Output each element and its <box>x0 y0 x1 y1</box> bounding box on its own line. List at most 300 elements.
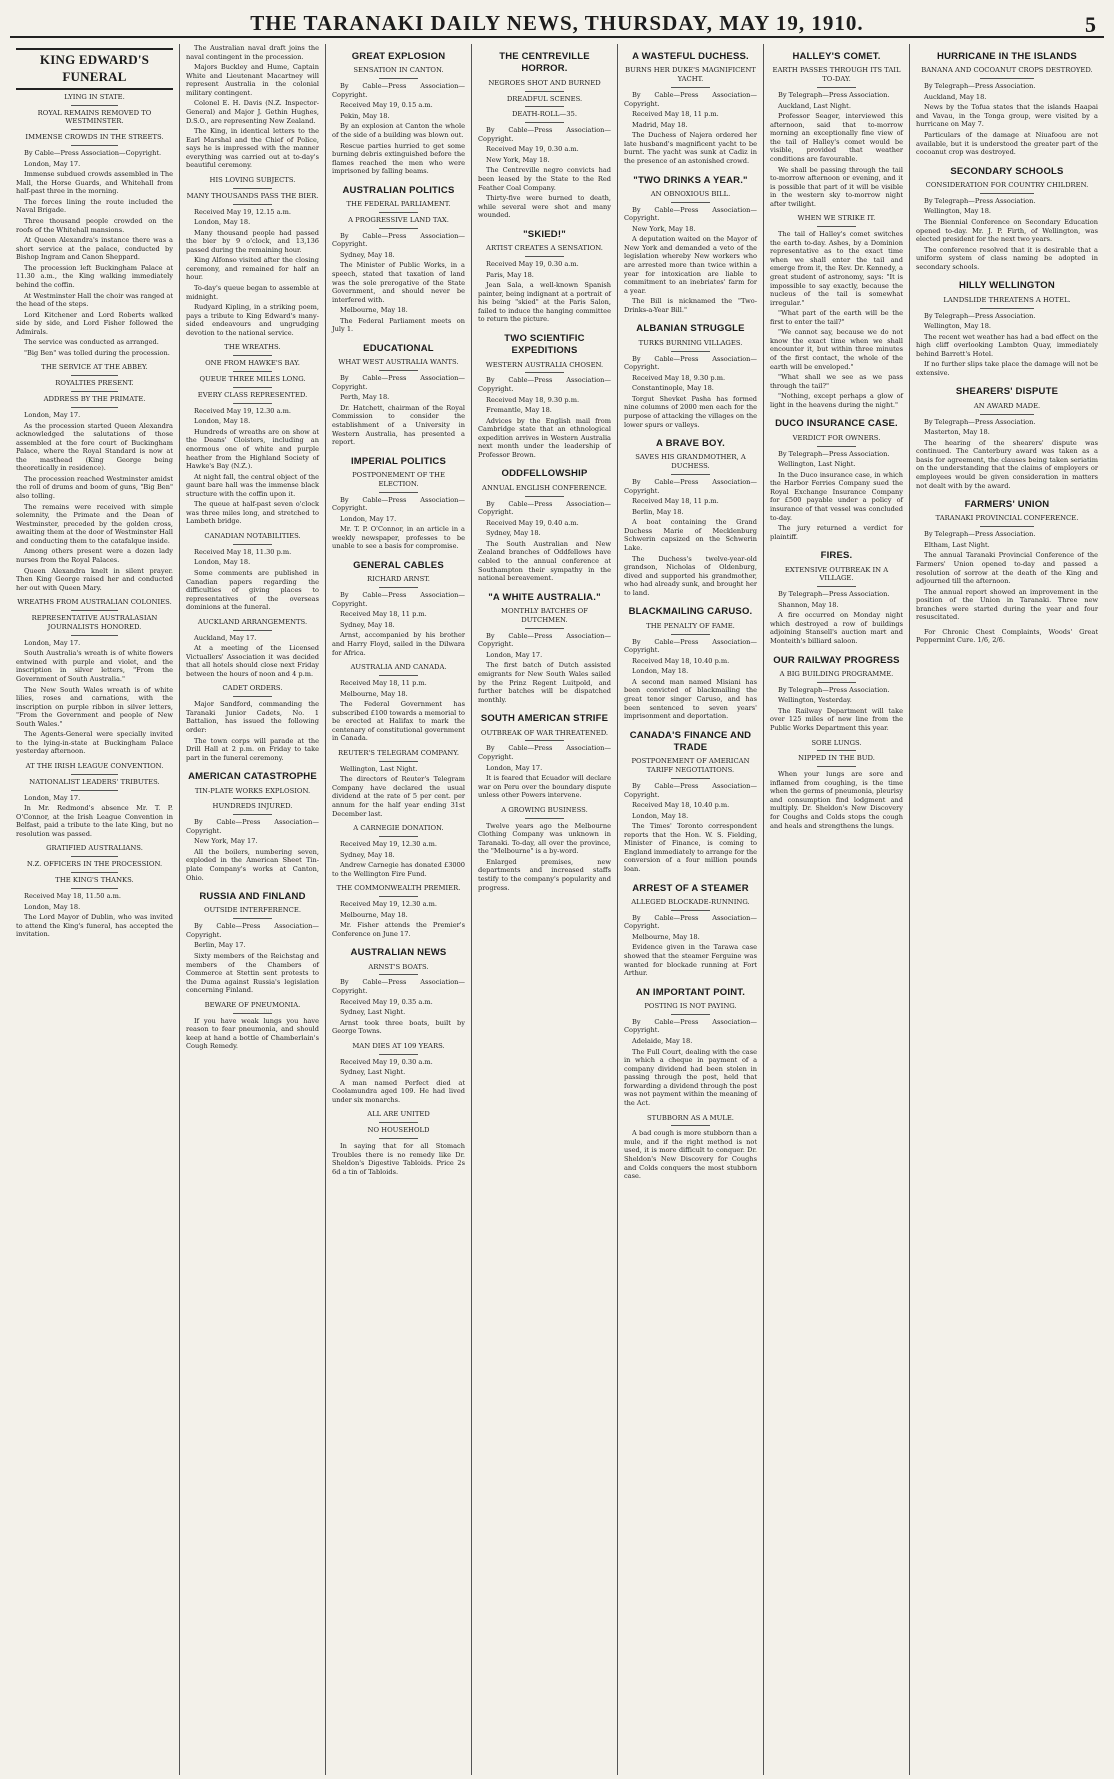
article-subheading: QUEUE THREE MILES LONG. <box>186 375 319 388</box>
article-subheading: STUBBORN AS A MULE. <box>624 1114 757 1127</box>
article-subheading: HIS LOVING SUBJECTS. <box>186 176 319 189</box>
article-paragraph: Mr. T. P. O'Connor, in an article in a weekly newspaper, professes to be unable to see a basis for compromise. <box>332 525 465 551</box>
article-subheading: POSTING IS NOT PAYING. <box>624 1002 757 1015</box>
article-paragraph: The recent wet weather has had a bad effect on the high cliff overlooking Lambton Quay, immediately behind Barrett's Hotel. <box>916 332 1098 358</box>
article <box>624 727 757 874</box>
article-subheading: NATIONALIST LEADERS' TRIBUTES. <box>16 778 173 791</box>
article-subheading: ALLEGED BLOCKADE-RUNNING. <box>624 898 757 911</box>
article-paragraph: London, May 18. <box>24 902 81 911</box>
article-paragraph: At Queen Alexandra's instance there was a short service at the palace, conducted by Bishop Ingram and Canon Sheppard. <box>16 236 173 262</box>
article-headline: GREAT EXPLOSION <box>351 51 446 62</box>
article-paragraph: By Cable—Press Association—Copyright. <box>332 374 465 391</box>
page-number: 5 <box>1085 12 1096 37</box>
article <box>16 598 173 756</box>
article-subheading: A BIG BUILDING PROGRAMME. <box>770 670 903 683</box>
article-paragraph: By Cable—Press Association—Copyright. <box>624 478 757 495</box>
article-paragraph: Paris, May 18. <box>486 270 534 279</box>
article-subheading: ARTIST CREATES A SENSATION. <box>478 244 611 257</box>
article-subheading: ROYAL REMAINS REMOVED TO WESTMINSTER. <box>16 109 173 131</box>
article-paragraph: Sydney, May 18. <box>486 529 541 538</box>
article-paragraph: Sydney, Last Night. <box>340 1008 406 1017</box>
article <box>186 532 319 612</box>
article <box>186 768 319 882</box>
article-headline: FIRES. <box>820 550 853 562</box>
article-paragraph: The Agents-General were specially invited to the lying-in-state at Buckingham Palace yesterday afternoon. <box>16 730 173 756</box>
article-paragraph: Received May 18, 10.40 p.m. <box>632 656 730 665</box>
article-subheading: TARANAKI PROVINCIAL CONFERENCE. <box>916 514 1098 527</box>
article-paragraph: New York, May 18. <box>486 155 550 164</box>
article-subheading: ANNUAL ENGLISH CONFERENCE. <box>478 484 611 497</box>
article-subheading: EXTENSIVE OUTBREAK IN A VILLAGE. <box>770 566 903 588</box>
article-subheading: AT THE IRISH LEAGUE CONVENTION. <box>16 762 173 775</box>
article-headline: "A WHITE AUSTRALIA." <box>488 591 601 603</box>
column-5 <box>618 44 764 1775</box>
article-paragraph: Sixty members of the Reichstag and members of the Chambers of Commerce at Stettin sent protests to the Duma against Russia's legislation concerning Finland. <box>186 952 319 995</box>
article-paragraph: If no further slips take place the damage will not be extensive. <box>916 360 1098 377</box>
article-paragraph: Enlarged premises, new departments and increased staffs testify to the company's popularity and progress. <box>478 857 611 892</box>
article-subheading: NIPPED IN THE BUD. <box>770 754 903 767</box>
article-paragraph: A man named Perfect died at Coolamundra aged 109. He had lived under six monarchs. <box>332 1078 465 1104</box>
article-paragraph: Rescue parties hurried to get some burning debris extinguished before the flames reached the men who were imprisoned by falling beams. <box>332 141 465 176</box>
article-paragraph: Received May 18, 11 p.m. <box>340 610 427 619</box>
article-subheading: IMMENSE CROWDS IN THE STREETS. <box>16 133 173 146</box>
article-paragraph: The Times' Toronto correspondent reports that the Hon. W. S. Fielding, Minister of Finance, is coming to England immediately to arrange for the conversion of a four million pounds loan. <box>624 822 757 874</box>
article-paragraph: By Telegraph—Press Association. <box>924 417 1036 426</box>
article-headline: AUSTRALIAN POLITICS <box>342 184 455 196</box>
article-paragraph: The Australian naval draft joins the naval contingent in the procession. <box>186 44 319 61</box>
article-paragraph: Received May 19, 12.30 a.m. <box>340 900 437 909</box>
article-headline: HALLEY'S COMET. <box>792 51 881 62</box>
article <box>916 163 1098 272</box>
article-paragraph: By Cable—Press Association—Copyright. <box>186 818 319 835</box>
article-headline: HILLY WELLINGTON <box>959 280 1055 292</box>
article-paragraph: The Biennial Conference on Secondary Education opened to-day. Mr. J. P. Firth, of Wellington, was elected president for the next two years. <box>916 217 1098 244</box>
column-6 <box>764 44 910 1775</box>
article-paragraph: New York, May 18. <box>632 224 696 233</box>
article-subheading: VERDICT FOR OWNERS. <box>770 434 903 447</box>
article-subheading: TIN-PLATE WORKS EXPLOSION. <box>186 787 319 800</box>
article-headline: AUSTRALIAN NEWS <box>350 947 447 959</box>
article-paragraph: The annual Taranaki Provincial Conference of the Farmers' Union opened to-day and passed a resolution of sorrow at the death of the King and adjourned till the afternoon. <box>916 551 1098 586</box>
article-paragraph: London, May 18. <box>632 811 689 820</box>
article <box>478 710 611 800</box>
article-paragraph: By Cable—Press Association—Copyright. <box>332 82 465 99</box>
article-paragraph: The annual report showed an improvement in the position of the Union in Taranaki. Three new branches were started during the year and four resuscitated. <box>916 587 1098 622</box>
article <box>16 844 173 938</box>
article-headline: CANADA'S FINANCE AND TRADE <box>629 729 752 753</box>
article <box>624 320 757 429</box>
article <box>332 884 465 938</box>
article-paragraph: At Westminster Hall the choir was ranged at the head of the steps. <box>16 291 173 309</box>
article <box>770 739 903 831</box>
article <box>478 806 611 892</box>
article-subheading: THE COMMONWEALTH PREMIER. <box>332 884 465 897</box>
article-subheading: NEGROES SHOT AND BURNED <box>478 79 611 92</box>
article-subheading: WHEN WE STRIKE IT. <box>770 214 903 227</box>
article-paragraph: Some comments are published in Canadian papers regarding the difficulties of giving places to representatives of the overseas dominions at the funeral. <box>186 568 319 612</box>
article-paragraph: Received May 19, 0.30 a.m. <box>486 145 579 154</box>
article-subheading: POSTPONEMENT OF THE ELECTION. <box>332 471 465 493</box>
article-paragraph: To-day's queue began to assemble at midnight. <box>186 284 319 301</box>
article-paragraph: By Cable—Press Association—Copyright. <box>332 495 465 513</box>
article <box>916 628 1098 645</box>
article <box>624 880 757 978</box>
article-paragraph: Received May 18, 11.30 p.m. <box>194 547 292 556</box>
article <box>478 226 611 324</box>
article-paragraph: New York, May 17. <box>194 837 258 846</box>
article-subheading: EARTH PASSES THROUGH ITS TAIL TO-DAY. <box>770 66 903 88</box>
article <box>332 944 465 1036</box>
article-paragraph: London, May 18. <box>194 558 251 567</box>
article <box>624 48 757 166</box>
article-paragraph: By Telegraph—Press Association. <box>778 449 890 458</box>
article-headline: KING EDWARD'S FUNERAL <box>16 48 173 90</box>
column-2 <box>180 44 326 1775</box>
article <box>770 48 903 208</box>
article <box>332 749 465 818</box>
article-subheading: NO HOUSEHOLD <box>332 1126 465 1139</box>
article-subheading: CANADIAN NOTABILITIES. <box>186 532 319 545</box>
article-subheading: THE WREATHS. <box>186 343 319 356</box>
article-paragraph: By Cable—Press Association—Copyright. <box>332 591 465 608</box>
article-subheading: BANANA AND COCOANUT CROPS DESTROYED. <box>916 66 1098 79</box>
article-paragraph: By Telegraph—Press Association. <box>778 685 890 694</box>
article-subheading: REPRESENTATIVE AUSTRALASIAN JOURNALISTS HONORED. <box>16 614 173 636</box>
article-paragraph: The Bill is nicknamed the "Two-Drinks-a-Year Bill." <box>624 297 757 314</box>
article-paragraph: Queen Alexandra knelt in silent prayer. Then King George raised her and conducted her out with Queen Mary. <box>16 566 173 592</box>
article-paragraph: The conference resolved that it is desirable that a uniform system of class naming be adopted in secondary schools. <box>916 245 1098 271</box>
article-paragraph: By Cable—Press Association—Copyright. <box>478 499 611 517</box>
article-paragraph: Particulars of the damage at Niuafoou are not available, but it is understood the greater part of the cocoanut crop was destroyed. <box>916 130 1098 157</box>
article-paragraph: Received May 18, 10.40 p.m. <box>632 801 730 810</box>
article-paragraph: Advices by the English mail from Cambridge state that an ethnological expedition arrives in Western Australia next month under the leadership of Professor Brown. <box>478 416 611 459</box>
article-subheading: OUTBREAK OF WAR THREATENED. <box>478 729 611 742</box>
article-paragraph: Three thousand people crowded on the roofs of the Whitehall mansions. <box>16 217 173 234</box>
article-paragraph: It is feared that Ecuador will declare war on Peru over the boundary dispute unless other Powers intervene. <box>478 774 611 800</box>
article-subheading: DREADFUL SCENES. <box>478 95 611 108</box>
article-subheading: A CARNEGIE DONATION. <box>332 824 465 837</box>
article-paragraph: "We cannot say, because we do not know the exact time when we shall encounter it, but within three minutes of the first contact, the whole of the earth will be enveloped." <box>770 328 903 371</box>
article-paragraph: By Telegraph—Press Association. <box>924 196 1036 205</box>
article <box>186 888 319 995</box>
article-paragraph: As the procession started Queen Alexandra acknowledged the salutations of those assembled at the fore court of Buckingham Palace, where the Royal Standard is now at the masthead (King George being theoretically in residence). <box>16 421 173 473</box>
article <box>624 984 757 1108</box>
article <box>770 652 903 733</box>
article-paragraph: The Minister of Public Works, in a speech, stated that taxation of land was the sole prerogative of the State Government, and should never be interfered with. <box>332 261 465 304</box>
article-subheading: CONSIDERATION FOR COUNTRY CHILDREN. <box>916 181 1098 194</box>
column-1 <box>10 44 180 1775</box>
article-subheading: WREATHS FROM AUSTRALIAN COLONIES. <box>16 598 173 611</box>
article-headline: SHEARERS' DISPUTE <box>955 386 1059 398</box>
article-paragraph: For Chronic Chest Complaints, Woods' Great Peppermint Cure. 1/6, 2/6. <box>916 627 1098 645</box>
article <box>478 589 611 705</box>
article-paragraph: By Cable—Press Association—Copyright. <box>478 126 611 143</box>
article-paragraph: London, May 18. <box>194 218 251 227</box>
article-paragraph: Masterton, May 18. <box>924 428 990 437</box>
article-headline: THE CENTREVILLE HORROR. <box>499 51 590 75</box>
article-paragraph: In the Duco insurance case, in which the Harbor Ferries Company sued the Royal Exchange Insurance Company for £500 payable under a policy of insurance of that vessel was concluded to-day. <box>770 470 903 522</box>
article <box>186 1001 319 1051</box>
article-paragraph: The South Australian and New Zealand branches of Oddfellows have cabled to the annual conference at Southampton their sympathy in the national bereavement. <box>478 539 611 583</box>
article-paragraph: The Federal Parliament meets on July 1. <box>332 316 465 334</box>
article-paragraph: Received May 19, 0.35 a.m. <box>340 997 433 1006</box>
article-paragraph: The tail of Halley's comet switches the earth to-day. Ashes, by a Dominion representative as to the exact time when we shall enter the tail and emerge from it, the Rev. Dr. Kennedy, a great student of astronomy, says: "It is impossible to say exactly, because the nucleus of the tail is somewhat irregular." <box>770 230 903 307</box>
article-paragraph: Received May 18, 9.30 p.m. <box>486 395 580 404</box>
article-headline: A BRAVE BOY. <box>656 438 725 450</box>
article-subheading: SAVES HIS GRANDMOTHER, A DUCHESS. <box>624 453 757 475</box>
article <box>916 48 1098 157</box>
column-3 <box>326 44 472 1775</box>
article <box>16 48 173 357</box>
article-subheading: MAN DIES AT 109 YEARS. <box>332 1042 465 1055</box>
article-paragraph: Received May 19, 12.30 a.m. <box>194 406 291 415</box>
article-paragraph: The Federal Government has subscribed £100 towards a memorial to be erected at Halifax to mark the centenary of constitutional government in Canada. <box>332 700 465 743</box>
article <box>624 435 757 597</box>
article-subheading: CADET ORDERS. <box>186 684 319 697</box>
article-paragraph: Wellington, Last Night. <box>340 764 418 773</box>
article-paragraph: News by the Tofua states that the islands Haapai and Vavau, in the Tonga group, were visited by a hurricane on May 7. <box>916 103 1098 129</box>
article-paragraph: Arnst took three boats, built by George Towns. <box>332 1018 465 1036</box>
article-subheading: MONTHLY BATCHES OF DUTCHMEN. <box>478 607 611 629</box>
article-subheading: A GROWING BUSINESS. <box>478 806 611 819</box>
article-paragraph: The town corps will parade at the Drill Hall at 2 p.m. on Friday to take part in the funeral ceremony. <box>186 736 319 762</box>
article-subheading: SORE LUNGS. <box>770 739 903 752</box>
article-paragraph: London, May 17. <box>486 650 543 659</box>
article <box>186 343 319 526</box>
article-headline: OUR RAILWAY PROGRESS <box>773 654 900 666</box>
article-headline: ALBANIAN STRUGGLE <box>636 323 745 335</box>
article-subheading: A PROGRESSIVE LAND TAX. <box>332 216 465 229</box>
article-paragraph: At night fall, the central object of the gaunt bare hall was the immense black structure with the coffin upon it. <box>186 472 319 498</box>
article-headline: TWO SCIENTIFIC EXPEDITIONS <box>504 332 585 357</box>
article-subheading: REUTER'S TELEGRAM COMPANY. <box>332 749 465 762</box>
article-subheading: ARNST'S BOATS. <box>332 963 465 976</box>
article-paragraph: A boat containing the Grand Duchess Marie of Mecklenburg Schwerin capsized on the Schwerin Lake. <box>624 518 757 553</box>
article-paragraph: Received May 19, 12.30 a.m. <box>340 839 437 848</box>
article-paragraph: Colonel E. H. Davis (N.Z. Inspector-General) and Major J. Gethin Hughes, D.S.O., are representing New Zealand. <box>186 99 319 125</box>
article-subheading: BURNS HER DUKE'S MAGNIFICENT YACHT. <box>624 66 757 88</box>
article-paragraph: London, May 18. <box>194 417 251 426</box>
article-paragraph: Received May 18, 11 p.m. <box>632 110 719 119</box>
article-subheading: SENSATION IN CANTON. <box>332 66 465 79</box>
article-paragraph: In saying that for all Stomach Troubles there is no remedy like Dr. Sheldon's Digestive Tabloids. Price 2s 6d a tin of Tabloids. <box>332 1142 465 1176</box>
article <box>332 453 465 551</box>
article-subheading: ROYALTIES PRESENT. <box>16 379 173 392</box>
article-paragraph: Sydney, May 18. <box>340 850 395 859</box>
article-paragraph: Shannon, May 18. <box>778 600 839 609</box>
article-paragraph: Melbourne, May 18. <box>340 910 408 919</box>
article-headline: ARREST OF A STEAMER <box>632 882 749 894</box>
article-headline: FARMERS' UNION <box>964 499 1050 511</box>
article-subheading: ONE FROM HAWKE'S BAY. <box>186 359 319 372</box>
article-paragraph: King Alfonso visited after the closing ceremony, and remained for half an hour. <box>186 256 319 282</box>
article-subheading: THE SERVICE AT THE ABBEY. <box>16 363 173 376</box>
masthead <box>10 10 1104 38</box>
article-paragraph: Received May 19, 0.30 a.m. <box>340 1057 433 1066</box>
article-paragraph: Thirty-five were burned to death, while several were shot and many wounded. <box>478 194 611 220</box>
article-paragraph: South Australia's wreath is of white flowers entwined with purple and violet, and the inscription in silver letters, "From the Government of South Australia." <box>16 649 173 683</box>
article-paragraph: Berlin, May 17. <box>194 941 246 950</box>
article-subheading: RICHARD ARNST. <box>332 575 465 588</box>
article-paragraph: "Big Ben" was tolled during the procession. <box>24 348 170 357</box>
article-paragraph: Received May 19, 0.15 a.m. <box>340 101 433 110</box>
article-paragraph: Major Sandford, commanding the Taranaki Junior Cadets, No. 1 Battalion, has issued the following order: <box>186 700 319 734</box>
article-paragraph: "What shall we see as we pass through the tail?" <box>770 373 903 390</box>
article-headline: AN IMPORTANT POINT. <box>635 986 746 998</box>
article-paragraph: London, May 17. <box>24 638 81 647</box>
article-subheading: POSTPONEMENT OF AMERICAN TARIFF NEGOTIATIONS. <box>624 757 757 779</box>
article-paragraph: Auckland, Last Night. <box>778 101 851 110</box>
article-subheading: N.Z. OFFICERS IN THE PROCESSION. <box>16 860 173 873</box>
article-paragraph: Wellington, May 18. <box>924 322 991 331</box>
article-headline: SECONDARY SCHOOLS <box>950 165 1064 177</box>
article-headline: SOUTH AMERICAN STRIFE <box>480 713 609 725</box>
article-paragraph: "Nothing, except perhaps a glow of light in the heavens during the night." <box>770 392 903 409</box>
article-paragraph: Sydney, May 18. <box>340 620 395 629</box>
article-paragraph: The Duchess's twelve-year-old grandson, Nicholas of Oldenburg, dived and supported his grandmother, who had already sunk, and brought her to land. <box>624 554 757 597</box>
article <box>916 383 1098 490</box>
article-subheading: THE PENALTY OF FAME. <box>624 622 757 635</box>
article <box>624 1114 757 1181</box>
article-headline: EDUCATIONAL <box>363 342 434 354</box>
article-headline: HURRICANE IN THE ISLANDS <box>937 51 1077 62</box>
article <box>770 547 903 645</box>
article-paragraph: By Cable—Press Association—Copyright. <box>186 922 319 939</box>
article-paragraph: A second man named Misiani has been convicted of blackmailing the great tenor singer Caruso, and has been sentenced to seven years' imprisonment and deportation. <box>624 677 757 721</box>
article <box>16 363 173 592</box>
article-paragraph: "What part of the earth will be the first to enter the tail?" <box>770 309 903 326</box>
columns <box>10 44 1104 1775</box>
article-paragraph: By Cable—Press Association—Copyright. <box>24 149 162 158</box>
article-paragraph: The procession reached Westminster amidst the roll of drums and boom of guns, "Big Ben" also tolling. <box>16 474 173 501</box>
article <box>332 824 465 878</box>
article-paragraph: Madrid, May 18. <box>632 120 688 129</box>
article <box>332 557 465 657</box>
article-paragraph: Auckland, May 17. <box>194 633 257 642</box>
article <box>478 330 611 460</box>
article <box>332 1042 465 1105</box>
article-paragraph: By Cable—Press Association—Copyright. <box>624 91 757 108</box>
article-headline: BLACKMAILING CARUSO. <box>628 606 753 618</box>
article-subheading: WHAT WEST AUSTRALIA WANTS. <box>332 358 465 371</box>
article-paragraph: By Cable—Press Association—Copyright. <box>624 781 757 799</box>
article-paragraph: By Cable—Press Association—Copyright. <box>478 376 611 393</box>
article-paragraph: In Mr. Redmond's absence Mr. T. P. O'Connor, at the Irish League Convention in Belfast, paid a tribute to the late King, but no resolution was passed. <box>16 804 173 838</box>
article-paragraph: The queue at half-past seven o'clock was three miles long, and stretched to Lambeth bridge. <box>186 500 319 526</box>
article-paragraph: Received May 18, 11 p.m. <box>340 678 427 687</box>
article-paragraph: Immense subdued crowds assembled in The Mall, the Horse Guards, and Whitehall from half-past three in the morning. <box>16 170 173 196</box>
article-paragraph: By Cable—Press Association—Copyright. <box>624 205 757 223</box>
article-subheading: BEWARE OF PNEUMONIA. <box>186 1001 319 1014</box>
article-subheading: AUCKLAND ARRANGEMENTS. <box>186 618 319 631</box>
article-paragraph: Pekin, May 18. <box>340 111 390 120</box>
article-paragraph: Dr. Hatchett, chairman of the Royal Commission to consider the establishment of a University in Western Australia, has presented a report. <box>332 403 465 447</box>
article-subheading: HUNDREDS INJURED. <box>186 802 319 815</box>
article-headline: AMERICAN CATASTROPHE <box>188 771 317 783</box>
article-paragraph: Melbourne, May 18. <box>340 689 408 698</box>
article <box>624 172 757 315</box>
article-headline: GENERAL CABLES <box>353 560 444 572</box>
article-paragraph: All the boilers, numbering seven, exploded in the American Sheet Tin-plate Company's works at Canton, Ohio. <box>186 847 319 882</box>
article <box>16 762 173 838</box>
article-paragraph: Melbourne, May 18. <box>340 306 408 315</box>
article-paragraph: A fire occurred on Monday night which destroyed a row of buildings adjoining Stansell's auction mart and Monteith's billiard saloon. <box>770 611 903 645</box>
article-subheading: LANDSLIDE THREATENS A HOTEL. <box>916 296 1098 309</box>
article-headline: IMPERIAL POLITICS <box>350 455 447 467</box>
article-headline: DUCO INSURANCE CASE. <box>775 418 898 430</box>
article <box>332 182 465 334</box>
article-paragraph: The hearing of the shearers' dispute was continued. The Canterbury award was taken as a basis for agreement, the clauses being taken seriatim on the understanding that the claims of employers or employees would be given consideration in matters not dealt with by the award. <box>916 438 1098 490</box>
article-paragraph: Twelve years ago the Melbourne Clothing Company was unknown in Taranaki. To-day, all over the province, the "Melbourne" is a by-word. <box>478 821 611 856</box>
article-paragraph: The service was conducted as arranged. <box>24 338 159 347</box>
column-7 <box>910 44 1104 1775</box>
article-paragraph: Berlin, May 18. <box>632 507 684 516</box>
article-paragraph: By Cable—Press Association—Copyright. <box>624 637 757 655</box>
article-paragraph: Arnst, accompanied by his brother and Harry Floyd, sailed in the Dilwara for Africa. <box>332 631 465 657</box>
article-paragraph: The remains were received with simple solemnity, the Primate and the Dean of Westminster, preceded by the golden cross, awaiting them at the door of Westminster Hall and conducting them to the catafalque inside. <box>16 502 173 545</box>
article-paragraph: Professor Seager, interviewed this afternoon, said that to-morrow morning an exceptionally fine view of the tail of Halley's comet would be visible, provided that weather conditions are favourable. <box>770 112 903 163</box>
article-headline: "SKIED!" <box>523 228 566 240</box>
article-paragraph: London, May 17. <box>24 793 81 802</box>
article-paragraph: The King, in identical letters to the Earl Marshal and the Chief of Police, says he is impressed with the manner everything was carried out at to-day's beautiful ceremony. <box>186 127 319 170</box>
article-subheading: TURKS BURNING VILLAGES. <box>624 339 757 352</box>
article-subheading: WESTERN AUSTRALIA CHOSEN. <box>478 361 611 374</box>
article-paragraph: Perth, May 18. <box>340 393 390 402</box>
article-paragraph: The first batch of Dutch assisted emigrants for New South Wales sailed by the Prinz Regent Luitpold, and further batches will be dispatched monthly. <box>478 661 611 704</box>
article-paragraph: By Telegraph—Press Association. <box>924 530 1036 539</box>
article-paragraph: A deputation waited on the Mayor of New York and demanded a veto of the legislation whereby New workers who are arrested more than twice within a year for intoxication are liable to commitment to an inebriates' farm for a year. <box>624 235 757 295</box>
article-paragraph: By Cable—Press Association—Copyright. <box>624 1017 757 1035</box>
article-paragraph: At a meeting of the Licensed Victuallers' Association it was decided that all hotels should close next Friday between the hours of noon and 4 p.m. <box>186 644 319 678</box>
article-paragraph: By Cable—Press Association—Copyright. <box>332 231 465 249</box>
article <box>332 1110 465 1176</box>
article-paragraph: Sydney, Last Night. <box>340 1068 406 1077</box>
article <box>186 618 319 679</box>
article <box>186 684 319 762</box>
article-subheading: LYING IN STATE. <box>16 93 173 106</box>
article-paragraph: The directors of Reuter's Telegram Company have declared the usual dividend at the rate of 5 per cent. per annum for the half year ending 31st December last. <box>332 775 465 818</box>
article-paragraph: The New South Wales wreath is of white lilies, roses and carnations, with the inscription on purple ribbon in silver letters, "From the Government and people of New South Wales." <box>16 685 173 728</box>
article-paragraph: By Telegraph—Press Association. <box>778 590 890 599</box>
article-paragraph: London, May 17. <box>24 159 81 168</box>
article-headline: RUSSIA AND FINLAND <box>199 891 306 903</box>
article-subheading: OUTSIDE INTERFERENCE. <box>186 906 319 919</box>
masthead-title: THE TARANAKI DAILY NEWS, THURSDAY, MAY 19, 1910. <box>250 10 864 35</box>
article <box>186 44 319 170</box>
article-paragraph: The Railway Department will take over 125 miles of new line from the Public Works Department this year. <box>770 706 903 732</box>
article-subheading: ADDRESS BY THE PRIMATE. <box>16 395 173 408</box>
article-paragraph: Received May 19, 0.40 a.m. <box>486 518 579 527</box>
article-paragraph: Eltham, Last Night. <box>924 540 990 549</box>
article-paragraph: By Telegraph—Press Association. <box>924 82 1036 91</box>
article-paragraph: Received May 19, 12.15 a.m. <box>194 207 291 216</box>
article-paragraph: London, May 18. <box>632 667 689 676</box>
article-headline: "TWO DRINKS A YEAR." <box>633 174 748 186</box>
article <box>770 214 903 409</box>
article-paragraph: London, May 17. <box>486 763 543 772</box>
article-headline: ODDFELLOWSHIP <box>501 468 588 480</box>
article-paragraph: Received May 19, 0.30 a.m. <box>486 259 579 268</box>
article <box>332 340 465 447</box>
article-subheading: AN AWARD MADE. <box>916 402 1098 415</box>
article-paragraph: By Cable—Press Association—Copyright. <box>624 354 757 372</box>
article-paragraph: We shall be passing through the tail to-morrow afternoon or evening, and it is possible that part of it will be visible in the western sky to-morrow night after twilight. <box>770 165 903 208</box>
article-paragraph: The procession left Buckingham Palace at 11.30 a.m., the King walking immediately behind the coffin. <box>16 263 173 289</box>
article-paragraph: Majors Buckley and Hume, Captain White and Lieutenant Macartney will represent Australia in the colonial military contingent. <box>186 63 319 97</box>
article-paragraph: By Cable—Press Association—Copyright. <box>624 913 757 931</box>
article-paragraph: By Cable—Press Association—Copyright. <box>478 744 611 761</box>
article-paragraph: Received May 18, 9.30 p.m. <box>632 373 726 382</box>
